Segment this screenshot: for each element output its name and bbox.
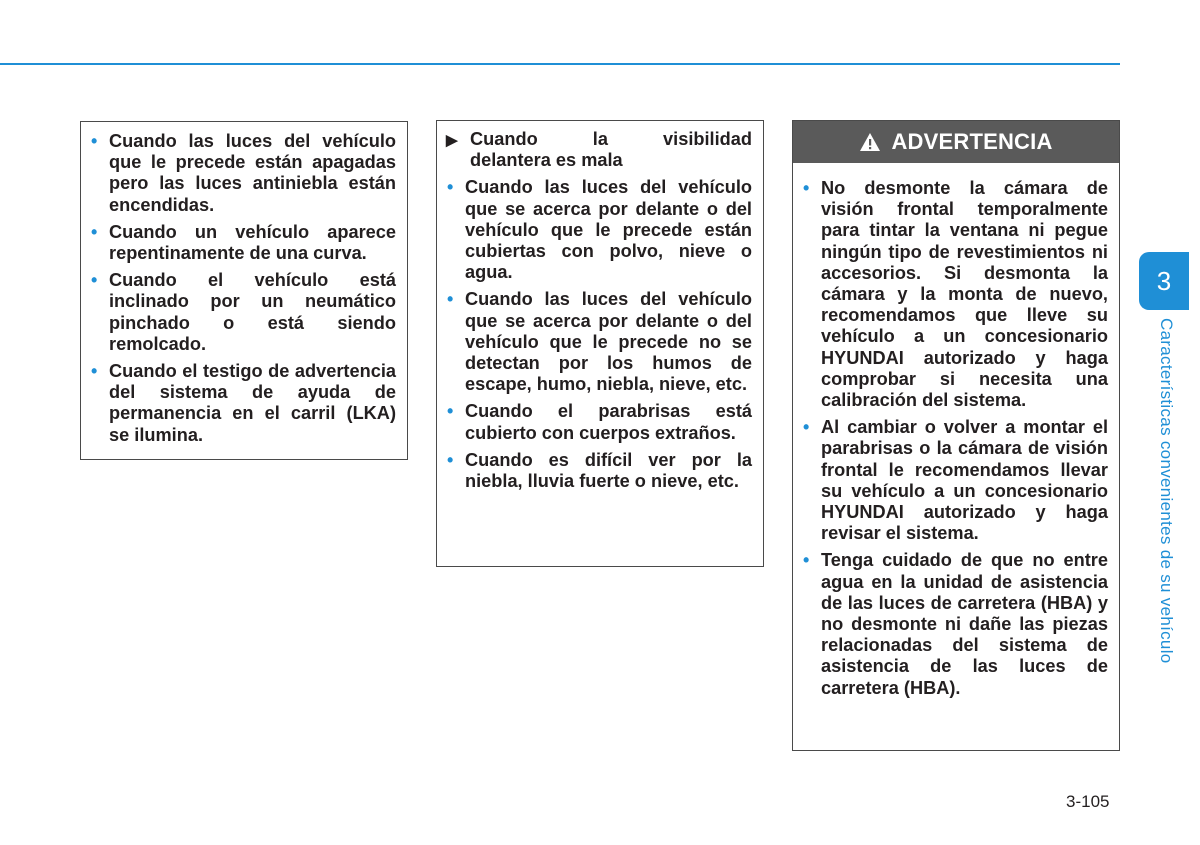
chapter-tab <box>1139 252 1189 310</box>
bullet-icon: • <box>91 361 98 382</box>
list-item-text: Cuando las luces del vehículo que le precede están apagadas pero las luces antiniebla están encendidas. <box>109 131 396 215</box>
bullet-icon: • <box>91 270 98 291</box>
bullet-icon: • <box>447 449 454 470</box>
list-item <box>802 178 1108 411</box>
heading-line-2: delantera es mala <box>470 150 623 171</box>
warning-box <box>792 120 1120 751</box>
bullet-icon: • <box>91 221 98 242</box>
conditions-list-1 <box>90 131 396 446</box>
warning-title: ADVERTENCIA <box>891 129 1053 154</box>
list-item <box>446 401 752 443</box>
list-item <box>446 177 752 283</box>
list-item-text: Cuando el testigo de advertencia del sistema de ayuda de permanencia en el carril (LKA) se ilumina. <box>109 361 396 445</box>
list-item-text: Tenga cuidado de que no entre agua en la unidad de asistencia de las luces de carretera (HBA) y no desmonte ni dañe las piezas relacionadas del sistema de asistencia de las luces de carretera (HBA). <box>821 550 1108 698</box>
list-item-text: Cuando un vehículo aparece repentinamente de una curva. <box>109 221 396 264</box>
list-item-text: Cuando las luces del vehículo que se acerca por delante o del vehículo que le precede no se detectan por los humos de escape, humo, niebla, nieve, etc. <box>465 289 752 395</box>
chapter-number: 3 <box>1156 265 1172 296</box>
warning-triangle-icon <box>859 132 881 152</box>
header-rule <box>0 63 1120 65</box>
list-item-text: Cuando es difícil ver por la niebla, lluvia fuerte o nieve, etc. <box>465 449 752 492</box>
list-item <box>446 450 752 492</box>
bullet-icon: • <box>803 178 810 198</box>
list-item <box>802 550 1108 698</box>
visibility-heading <box>446 129 752 171</box>
bullet-icon: • <box>803 550 810 571</box>
conditions-box-2 <box>436 120 764 567</box>
list-item <box>446 289 752 395</box>
list-item-text: No desmonte la cámara de visión frontal temporalmente para tintar la ventana ni pegue ningún tipo de revestimientos ni accesorios. Si desmonta la cámara y la monta de nuevo, recomendamos que lleve su vehículo a un concesionario HYUNDAI autorizado y haga comprobar si necesita una calibración del sistema. <box>821 178 1108 411</box>
bullet-icon: • <box>447 289 454 310</box>
bullet-icon: • <box>803 417 810 438</box>
warning-header <box>793 121 1119 163</box>
triangle-right-icon: ▶ <box>446 132 458 149</box>
heading-line-1: Cuando la visibilidad <box>470 129 752 149</box>
conditions-box-1 <box>80 121 408 460</box>
list-item <box>90 361 396 446</box>
list-item-text: Cuando el vehículo está inclinado por un neumático pinchado o está siendo remolcado. <box>109 270 396 354</box>
warning-list <box>793 163 1119 699</box>
conditions-list-2 <box>446 177 752 492</box>
list-item <box>90 222 396 264</box>
bullet-icon: • <box>447 401 454 422</box>
page-number: 3-105 <box>1066 792 1110 811</box>
chapter-title: Características convenientes de su vehículo <box>1157 318 1176 664</box>
list-item-text: Cuando las luces del vehículo que se acerca por delante o del vehículo que le precede están cubiertas con polvo, nieve o agua. <box>465 177 752 283</box>
list-item-text: Cuando el parabrisas está cubierto con cuerpos extraños. <box>465 401 752 443</box>
list-item <box>90 131 396 216</box>
list-item <box>90 270 396 355</box>
bullet-icon: • <box>447 177 454 198</box>
list-item <box>802 417 1108 544</box>
bullet-icon: • <box>91 131 98 151</box>
list-item-text: Al cambiar o volver a montar el parabrisas o la cámara de visión frontal le recomendamos llevar su vehículo a un concesionario HYUNDAI autorizado y haga revisar el sistema. <box>821 417 1108 544</box>
